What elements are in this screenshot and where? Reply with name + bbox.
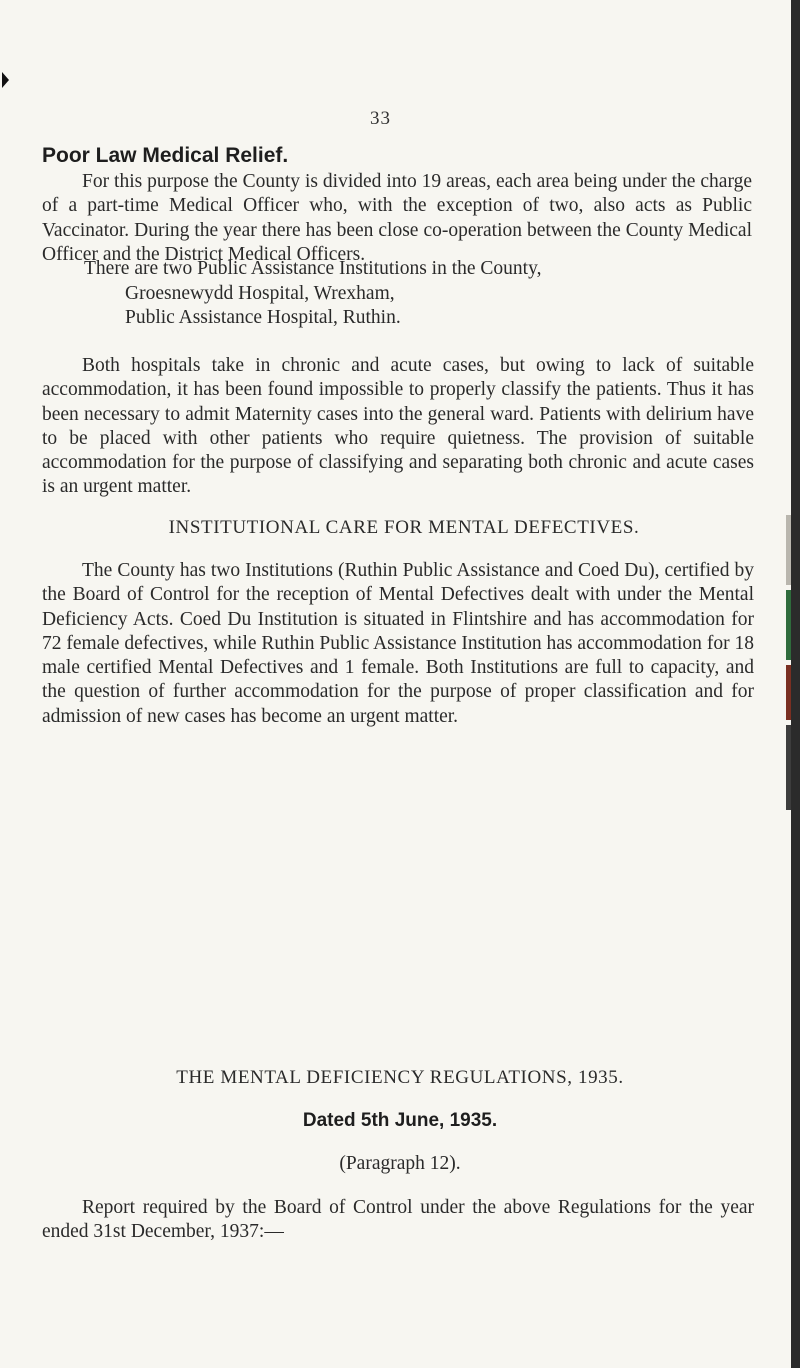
scan-edge-mark: [786, 590, 791, 660]
poor-law-heading: Poor Law Medical Relief.: [42, 144, 289, 167]
scan-edge-mark: [786, 665, 791, 720]
mental-defectives-heading: INSTITUTIONAL CARE FOR MENTAL DEFECTIVES.: [168, 517, 640, 538]
regulations-heading: THE MENTAL DEFICIENCY REGULATIONS, 1935.: [176, 1067, 624, 1088]
hospitals-paragraph: Both hospitals take in chronic and acute cases, but owing to lack of suitable accommodation, it has been found impossible to properly classify the patients. Thus it has been necessary to admit Maternity cases into the general ward. Patients with delirium have to be placed with other patients who require quietness. The provision of suitable accommodation for the purpose of classifying and separating both chronic and acute cases is an urgent matter.: [42, 355, 754, 498]
institution-ruthin: Public Assistance Hospital, Ruthin.: [125, 307, 401, 328]
regulations-date: Dated 5th June, 1935.: [302, 1110, 498, 1131]
mental-defectives-paragraph: The County has two Institutions (Ruthin Public Assistance and Coed Du), certified by the Board of Control for the reception of Mental Defectives dealt with under the Mental Deficiency Acts. Coed Du Institution is situated in Flintshire and has accommodation for 72 female defectives, while Ruthin Public Assistance Institution has accommodation for 18 male certified Mental Defectives and 1 female. Both Institutions are full to capacity, and the question of further accommodation for the purpose of proper classification and for admission of new cases has become an urgent matter.: [42, 560, 754, 727]
institution-groesnewydd: Groesnewydd Hospital, Wrexham,: [125, 283, 395, 304]
scan-edge-mark: [786, 515, 791, 585]
page-number: 33: [370, 108, 391, 129]
poor-law-intro-paragraph: For this purpose the County is divided into 19 areas, each area being under the charge of a part-time Medical Officer who, with the exception of two, also acts as Public Vaccinator. During the year there has been close co-operation between the County Medical Officer and the District Medical Officers.: [42, 171, 752, 265]
scan-corner-mark: [2, 72, 9, 88]
scan-edge-mark: [786, 725, 791, 810]
report-paragraph: Report required by the Board of Control under the above Regulations for the year ended 31st December, 1937:—: [42, 1197, 754, 1243]
institutions-intro: There are two Public Assistance Institutions in the County,: [84, 258, 542, 279]
paragraph-reference: (Paragraph 12).: [339, 1153, 461, 1174]
